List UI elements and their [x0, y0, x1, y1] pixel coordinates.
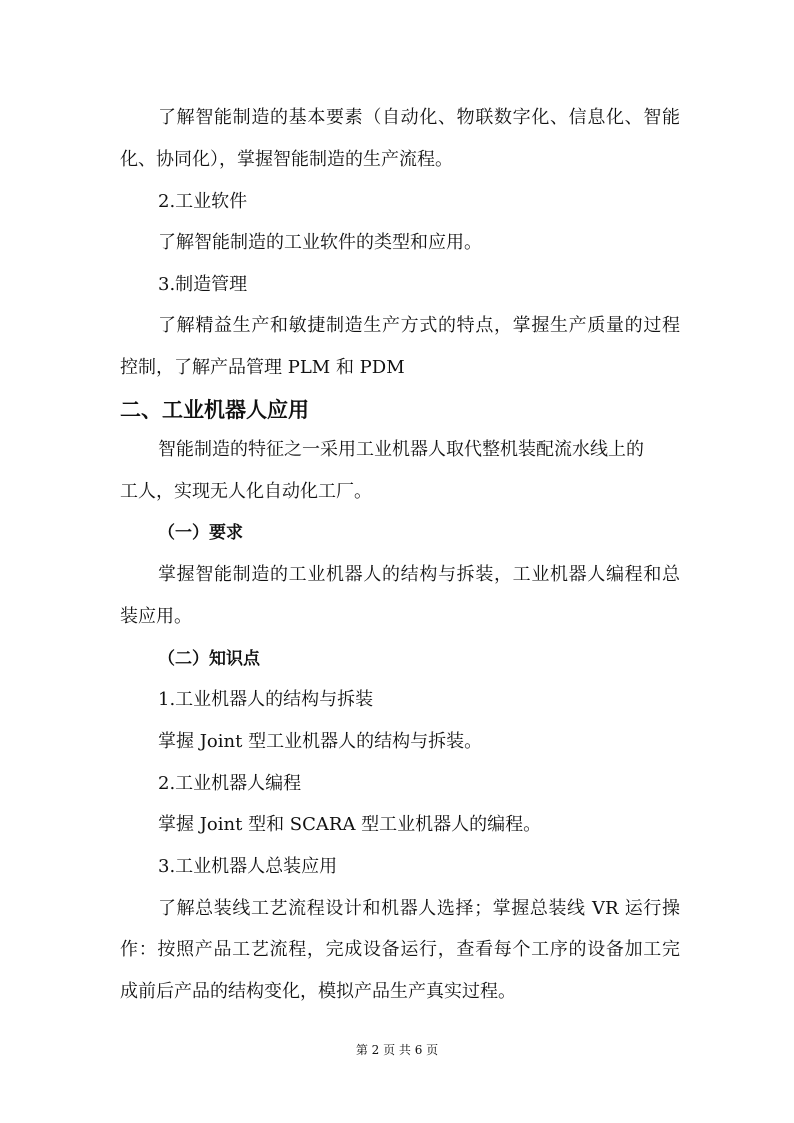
paragraph-line: 智能制造的特征之一采用工业机器人取代整机装配流水线上的: [158, 439, 644, 460]
paragraph-line: 控制，了解产品管理 PLM 和 PDM: [120, 357, 405, 378]
paragraph-line: 了解总装线工艺流程设计和机器人选择；掌握总装线 VR 运行操: [158, 898, 680, 919]
paragraph-line: 化、协同化），掌握智能制造的生产流程。: [120, 149, 453, 170]
paragraph-line: 工人，实现无人化自动化工厂。: [120, 481, 372, 502]
paragraph-line: 成前后产品的结构变化，模拟产品生产真实过程。: [120, 981, 516, 1002]
paragraph-line: 了解智能制造的工业软件的类型和应用。: [158, 232, 482, 253]
paragraph-line: 掌握智能制造的工业机器人的结构与拆装，工业机器人编程和总: [158, 564, 680, 585]
item-heading: 3.工业机器人总装应用: [158, 856, 338, 877]
paragraph-line: 掌握 Joint 型和 SCARA 型工业机器人的编程。: [158, 814, 542, 835]
paragraph-line: 装应用。: [120, 606, 192, 627]
item-heading: 2.工业机器人编程: [158, 773, 302, 794]
paragraph-line: 了解精益生产和敏捷制造生产方式的特点，掌握生产质量的过程: [158, 315, 680, 336]
subsection-heading: （二）知识点: [158, 649, 260, 669]
page-number: 第 2 页 共 6 页: [355, 1043, 439, 1057]
section-title: 二、工业机器人应用: [120, 398, 309, 422]
paragraph-line: 作：按照产品工艺流程，完成设备运行，查看每个工序的设备加工完: [120, 939, 680, 960]
item-heading: 2.工业软件: [158, 191, 248, 212]
item-heading: 1.工业机器人的结构与拆装: [158, 689, 374, 710]
paragraph-line: 了解智能制造的基本要素（自动化、物联数字化、信息化、智能: [158, 107, 680, 128]
subsection-heading: （一）要求: [158, 523, 243, 543]
item-heading: 3.制造管理: [158, 274, 248, 295]
paragraph-line: 掌握 Joint 型工业机器人的结构与拆装。: [158, 731, 483, 752]
